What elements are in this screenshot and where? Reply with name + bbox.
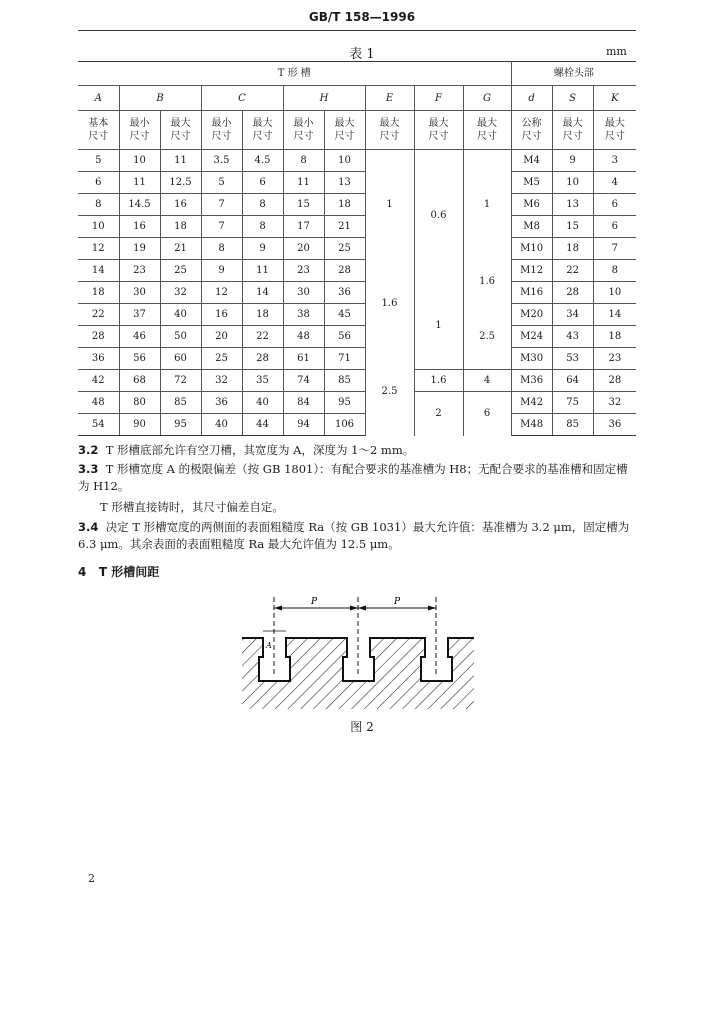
sub-min: 最小 尺寸 <box>201 111 242 150</box>
merged-f-2: 1 <box>414 282 463 370</box>
sub-max: 最大 尺寸 <box>242 111 283 150</box>
col-g-header: G <box>463 86 511 111</box>
table-row: 14 23 25 9 11 23 28 1.6 1.6 M12 22 8 <box>78 260 636 282</box>
page-header: GB/T 158—1996 <box>308 10 416 24</box>
table-row: 5 10 11 3.5 4.5 8 10 1 0.6 1 M4 9 3 <box>78 150 636 172</box>
dimension-a-label: A <box>266 641 272 650</box>
note-3-3-casting: T 形槽直接铸时，其尺寸偏差自定。 <box>100 500 284 514</box>
merged-g-3: 2.5 <box>463 304 511 370</box>
table-row: 10 16 18 7 8 17 21 M8 15 6 <box>78 216 636 238</box>
workpiece-outline <box>242 638 474 681</box>
dimension-arrow <box>428 606 436 611</box>
col-d-header: d <box>511 86 552 111</box>
table-row: 42 68 72 32 35 74 85 1.6 4 M36 64 28 <box>78 370 636 392</box>
sub-max: 最大 尺寸 <box>365 111 414 150</box>
sub-basic: 基本 尺寸 <box>78 111 119 150</box>
section-4-title: 4 T 形槽间距 <box>78 565 160 579</box>
note-3-3: 3.3 T 形槽宽度 A 的极限偏差（按 GB 1801）：有配合要求的基准槽为 H8；无配合要求的基准槽和固定槽为 H12。 <box>78 462 628 493</box>
col-a-header: A <box>78 86 119 111</box>
table-letter-header <box>78 86 636 111</box>
merged-e-3: 2.5 <box>365 348 414 436</box>
table-row: 28 46 50 20 22 48 56 M24 43 18 <box>78 326 636 348</box>
dimension-arrow <box>274 606 282 611</box>
sub-max: 最大 尺寸 <box>552 111 593 150</box>
merged-e-1: 1 <box>365 150 414 260</box>
sub-max: 最大 尺寸 <box>324 111 365 150</box>
merged-g-4: 4 <box>463 370 511 392</box>
col-b-header: B <box>119 86 201 111</box>
table-sub-header <box>78 111 636 150</box>
sub-min: 最小 尺寸 <box>283 111 324 150</box>
table-row: 54 90 95 40 44 94 106 M48 85 36 <box>78 414 636 436</box>
sub-nominal: 公称 尺寸 <box>511 111 552 150</box>
col-f-header: F <box>414 86 463 111</box>
table-row: 18 30 32 12 14 30 36 1 M16 28 10 <box>78 282 636 304</box>
dimension-p-label-2: P <box>393 597 401 607</box>
group-bolt-head: 螺栓头部 <box>511 62 636 86</box>
table-row: 48 80 85 36 40 84 95 2 6 M42 75 32 <box>78 392 636 414</box>
group-tslot: T 形 槽 <box>78 62 511 86</box>
col-e-header: E <box>365 86 414 111</box>
sub-max: 最大 尺寸 <box>414 111 463 150</box>
table-row: 22 37 40 16 18 38 45 2.5 M20 34 14 <box>78 304 636 326</box>
table-row: 36 56 60 25 28 61 71 2.5 M30 53 23 <box>78 348 636 370</box>
col-c-header: C <box>201 86 283 111</box>
tslot-dimension-table <box>78 61 636 436</box>
note-3-2: 3.2 T 形槽底部允许有空刀槽，其宽度为 A，深度为 1～2 mm。 <box>78 443 415 457</box>
merged-e-2: 1.6 <box>365 260 414 348</box>
header-rule <box>78 30 636 31</box>
page-number: 2 <box>88 872 95 885</box>
table-unit: mm <box>606 45 627 58</box>
col-h-header: H <box>283 86 365 111</box>
col-k-header: K <box>593 86 636 111</box>
merged-g-2: 1.6 <box>463 260 511 304</box>
col-s-header: S <box>552 86 593 111</box>
dimension-arrow <box>358 606 366 611</box>
dimension-arrow <box>350 606 358 611</box>
sub-max: 最大 尺寸 <box>463 111 511 150</box>
table-row: 12 19 21 8 9 20 25 M10 18 7 <box>78 238 636 260</box>
table-row: 8 14.5 16 7 8 15 18 M6 13 6 <box>78 194 636 216</box>
note-3-4: 3.4 决定 T 形槽宽度的两侧面的表面粗糙度 Ra（按 GB 1031）最大允许值：基准槽为 3.2 μm，固定槽为 6.3 μm。其余表面的表面粗糙度 Ra 最大允许值为 12.5 μm。 <box>78 520 630 551</box>
merged-f-3: 1.6 <box>414 370 463 392</box>
sub-max: 最大 尺寸 <box>160 111 201 150</box>
merged-g-5: 6 <box>463 392 511 436</box>
table-group-header <box>78 62 636 86</box>
table-title: 表 1 <box>349 47 375 62</box>
dimension-p-label-1: P <box>310 597 318 607</box>
merged-f-1: 0.6 <box>414 150 463 282</box>
sub-max: 最大 尺寸 <box>593 111 636 150</box>
tslot-spacing-diagram <box>238 593 478 713</box>
figure-caption: 图 2 <box>350 720 374 734</box>
table-row: 6 11 12.5 5 6 11 13 M5 10 4 <box>78 172 636 194</box>
sub-min: 最小 尺寸 <box>119 111 160 150</box>
merged-g-1: 1 <box>463 150 511 260</box>
merged-f-4: 2 <box>414 392 463 436</box>
